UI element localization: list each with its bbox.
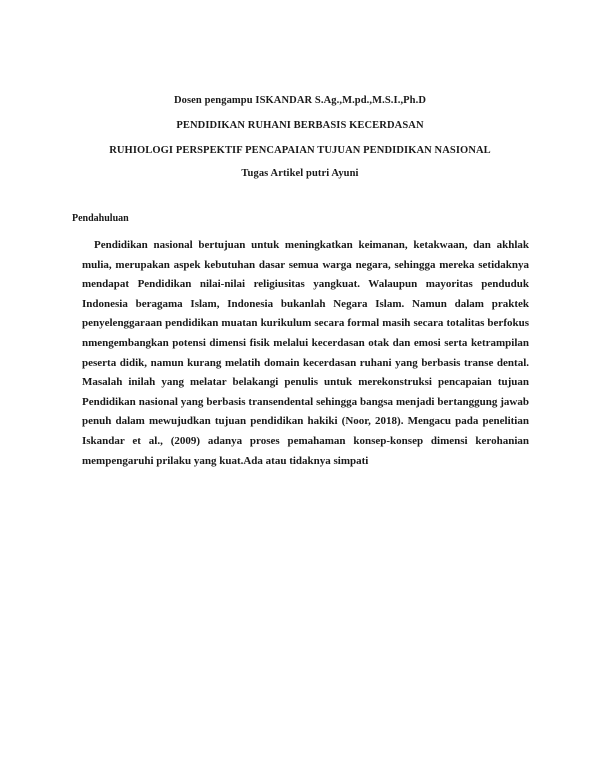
body-paragraph: Pendidikan nasional bertujuan untuk meningkatkan keimanan, ketakwaan, dan akhlak mulia, merupakan aspek kebutuhan dasar semua warga negara, sehingga mereka setidaknya mendapat Pendidikan nilai-nilai religiusitas yangkuat. Walaupun mayoritas penduduk Indonesia beragama Islam, Indonesia bukanlah Negara Islam. Namun dalam praktek penyelenggaraan pendidikan muatan kurikulum secara formal masih secara totalitas berfokus nmengembangkan potensi dimensi fisik melalui kecerdasan otak dan emosi serta ketrampilan peserta didik, namun kurang melatih domain kecerdasan ruhani yang berbasis transe dental. Masalah inilah yang melatar belakangi penulis untuk merekonstruksi pencapaian tujuan Pendidikan nasional yang berbasis transendental sehingga bangsa menjadi bertanggung jawab penuh dalam mewujudkan tujuan pendidikan hakiki (Noor, 2018). Mengacu pada penelitian Iskandar et al., (2009) adanya proses pemahaman konsep-konsep dimensi kerohanian mempengaruhi prilaku yang kuat.Ada atau tidaknya simpati: [82, 239, 529, 467]
lecturer-line: Dosen pengampu ISKANDAR S.Ag.,M.pd.,M.S.I.,Ph.D: [173, 95, 427, 106]
assignment-line: Tugas Artikel putri Ayuni: [241, 168, 359, 179]
title-line-1: PENDIDIKAN RUHANI BERBASIS KECERDASAN: [176, 120, 424, 131]
section-heading: Pendahuluan: [72, 213, 129, 224]
title-line-2: RUHIOLOGI PERSPEKTIF PENCAPAIAN TUJUAN PENDIDIKAN NASIONAL: [109, 145, 491, 156]
